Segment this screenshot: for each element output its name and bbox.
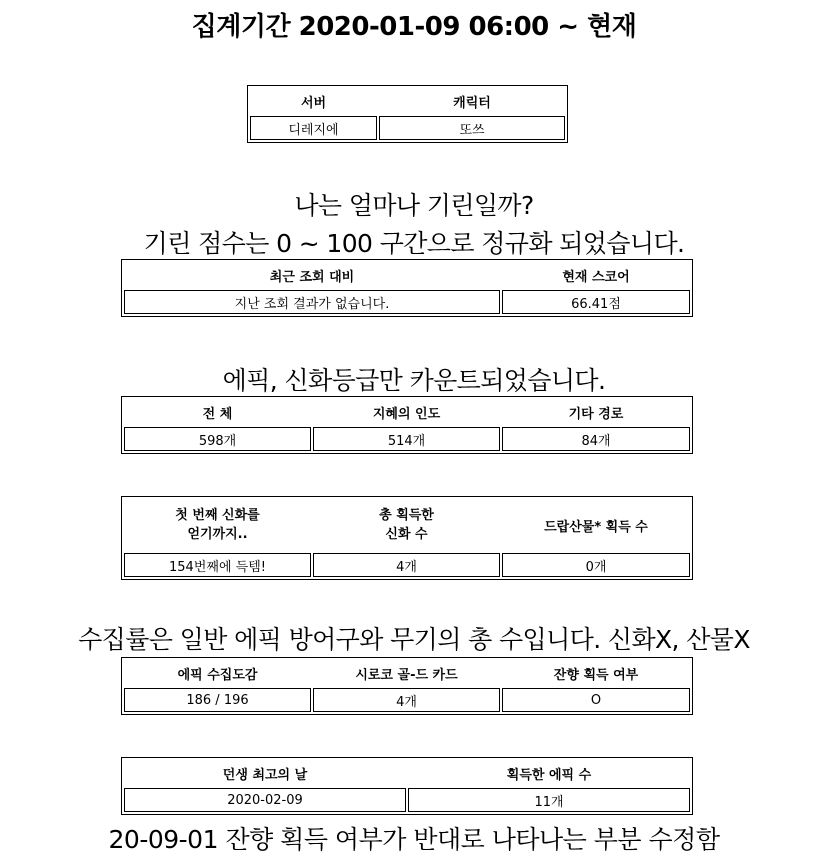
epics-acquired-header: 획득한 에픽 수 [506, 767, 592, 783]
total-header: 전 체 [202, 406, 233, 422]
epic-count-table [121, 396, 693, 454]
character-header: 캐릭터 [453, 95, 491, 111]
kirin-score-table [121, 259, 693, 317]
server-header: 서버 [300, 95, 327, 111]
kirin-question: 나는 얼마나 기린일까? [294, 191, 534, 220]
siroco-gold-card-header: 시로코 골-드 카드 [355, 667, 458, 683]
total-myth-header: 총 획득한 신화 수 [379, 508, 434, 542]
other-route-value: 84개 [502, 427, 690, 451]
total-value: 598개 [124, 427, 311, 451]
other-route-header: 기타 경로 [568, 406, 624, 422]
collection-table [121, 657, 693, 715]
epics-acquired-value: 11개 [408, 788, 690, 812]
kirin-normalization-note: 기린 점수는 0 ~ 100 구간으로 정규화 되었습니다. [143, 229, 685, 258]
recent-comparison-value: 지난 조회 결과가 없습니다. [124, 290, 500, 314]
epic-collection-header: 에픽 수집도감 [177, 667, 258, 683]
total-myth-value: 4개 [313, 553, 500, 577]
update-note: 20-09-01 잔향 획득 여부가 반대로 나타나는 부분 수정함 [108, 825, 720, 854]
collection-section-heading: 수집률은 일반 에픽 방어구와 무기의 총 수입니다. 신화X, 산물X [78, 625, 750, 654]
current-score-value: 66.41점 [502, 290, 690, 314]
current-score-header: 현재 스코어 [562, 269, 630, 285]
echo-acquired-value: O [502, 688, 690, 712]
wisdom-guide-value: 514개 [313, 427, 500, 451]
drop-item-value: 0개 [502, 553, 690, 577]
best-day-header: 던생 최고의 날 [222, 767, 308, 783]
page-title: 집계기간 2020-01-09 06:00 ~ 현재 [191, 12, 637, 42]
recent-comparison-header: 최근 조회 대비 [269, 269, 355, 285]
server-value: 디레지에 [250, 116, 377, 140]
drop-item-header: 드랍산물* 획득 수 [544, 519, 648, 535]
echo-acquired-header: 잔향 획득 여부 [553, 667, 639, 683]
epic-collection-value: 186 / 196 [124, 688, 311, 712]
server-character-table [247, 85, 568, 143]
best-day-value: 2020-02-09 [124, 788, 406, 812]
character-value: 또쓰 [379, 116, 565, 140]
best-day-table [121, 757, 693, 815]
myth-table [121, 496, 693, 580]
siroco-gold-card-value: 4개 [313, 688, 500, 712]
wisdom-guide-header: 지혜의 인도 [372, 406, 441, 422]
first-myth-header: 첫 번째 신화를 얻기까지.. [175, 508, 260, 542]
epic-section-heading: 에픽, 신화등급만 카운트되었습니다. [222, 366, 606, 395]
first-myth-value: 154번째에 득템! [124, 553, 311, 577]
